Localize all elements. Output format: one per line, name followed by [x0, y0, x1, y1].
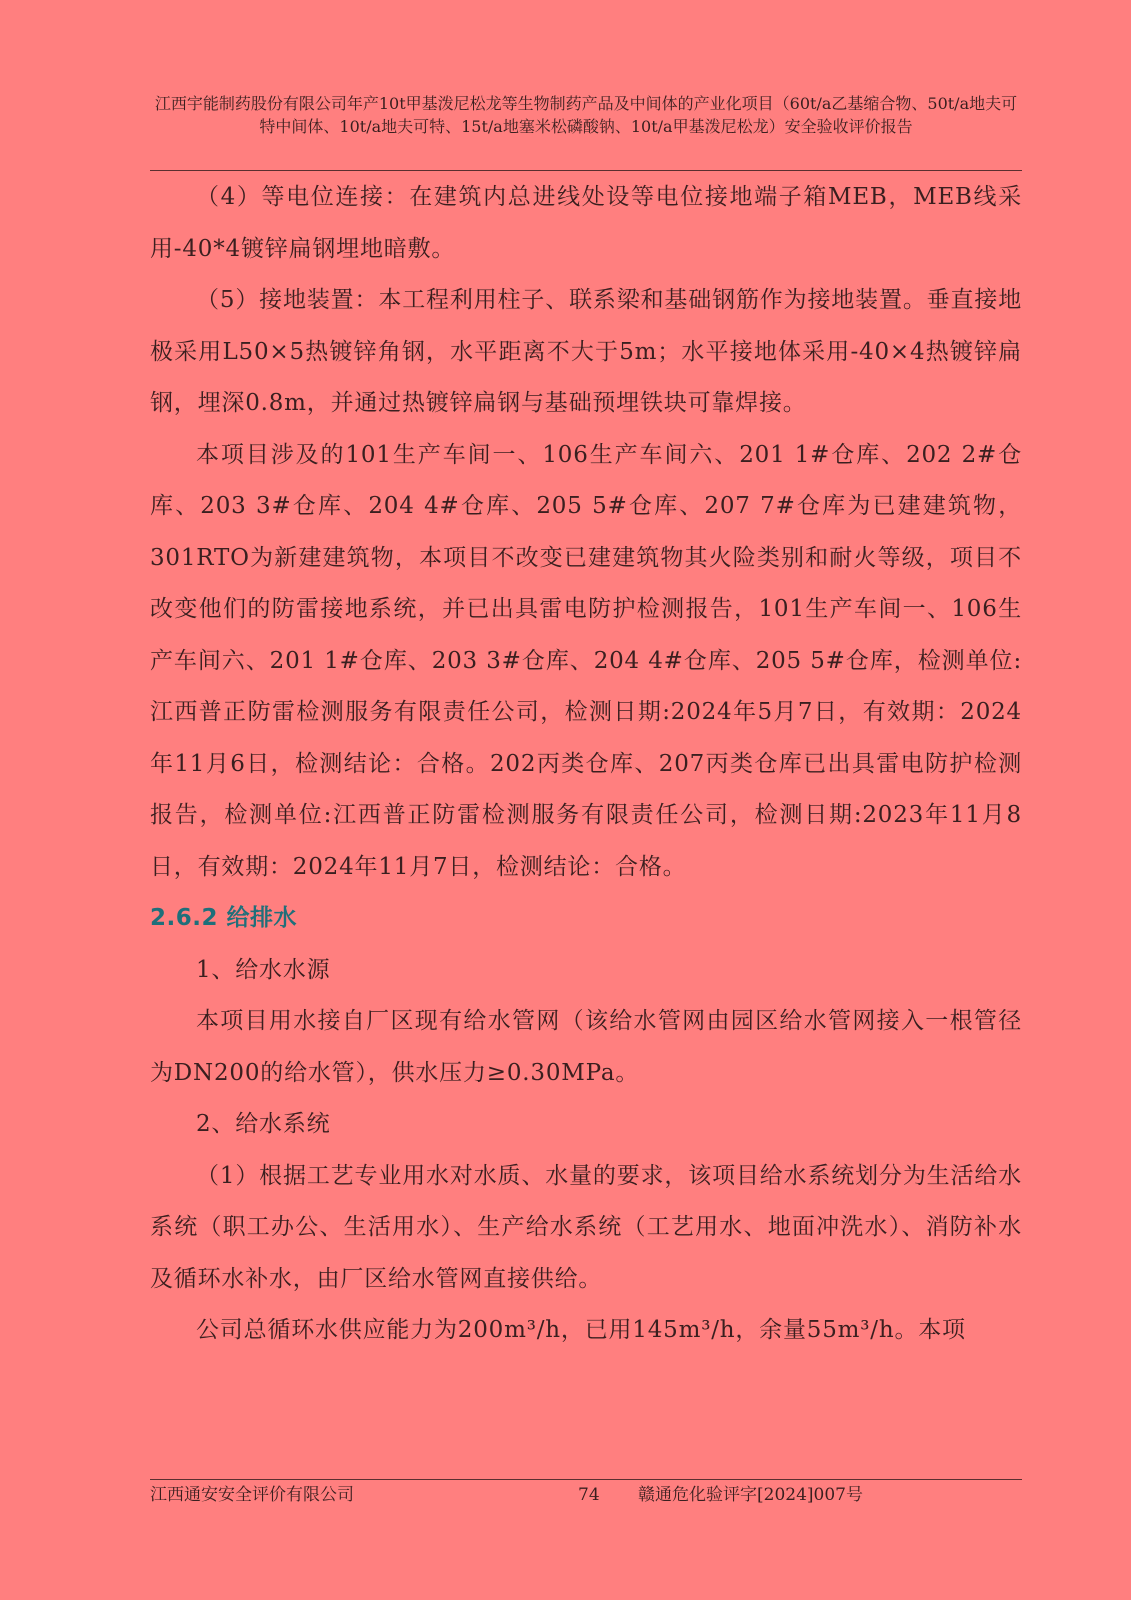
list-item-water-system: 2、给水系统: [196, 1111, 331, 1137]
paragraph-grounding-device: （5）接地装置：本工程利用柱子、联系梁和基础钢筋作为接地装置。垂直接地极采用L50×5热镀锌角钢，水平距离不大于5m；水平接地体采用-40×4热镀锌扁钢，埋深0.8m，并通过热镀锌扁钢与基础预埋铁块可靠焊接。: [150, 287, 1022, 416]
header-divider: [150, 170, 1022, 171]
footer-divider: [150, 1479, 1022, 1480]
paragraph-water-system-division: （1）根据工艺专业用水对水质、水量的要求，该项目给水系统划分为生活给水系统（职工办公、生活用水）、生产给水系统（工艺用水、地面冲洗水）、消防补水及循环水补水，由厂区给水管网直接供给。: [150, 1162, 1022, 1292]
paragraph-circulating-water: 公司总循环水供应能力为200m³/h，已用145m³/h，余量55m³/h。本项: [196, 1317, 966, 1343]
page-number: 74: [578, 1485, 600, 1505]
document-body: [150, 172, 1022, 1357]
document-number: 赣通危化验评字[2024]007号: [638, 1485, 863, 1505]
page-header-title: 江西宇能制药股份有限公司年产10t甲基泼尼松龙等生物制药产品及中间体的产业化项目（60t/a乙基缩合物、50t/a地夫可特中间体、10t/a地夫可特、15t/a地塞米松磷酸钠、10t/a甲基泼尼松龙）安全验收评价报告: [154, 94, 1018, 136]
section-heading-water-supply: 2.6.2 给排水: [150, 905, 297, 931]
paragraph-equipotential-bonding: （4）等电位连接：在建筑内总进线处设等电位接地端子箱MEB，MEB线采用-40*4镀锌扁钢埋地暗敷。: [150, 184, 1022, 262]
paragraph-water-source: 本项目用水接自厂区现有给水管网（该给水管网由园区给水管网接入一根管径为DN200的给水管），供水压力≥0.30MPa。: [150, 1008, 1022, 1086]
footer-company: 江西通安安全评价有限公司: [150, 1485, 354, 1505]
list-item-water-source: 1、给水水源: [196, 956, 331, 983]
paragraph-lightning-protection: 本项目涉及的101生产车间一、106生产车间六、201 1#仓库、202 2#仓库、203 3#仓库、204 4#仓库、205 5#仓库、207 7#仓库为已建建筑物，301RTO为新建建筑物，本项目不改变已建建筑物其火险类别和耐火等级，项目不改变他们的防雷接地系统，并已出具雷电防护检测报告，101生产车间一、106生产车间六、201 1#仓库、203 3#仓库、204 4#仓库、205 5#仓库，检测单位:江西普正防雷检测服务有限责任公司，检测日期:2024年5月7日，有效期：2024年11月6日，检测结论：合格。202丙类仓库、207丙类仓库已出具雷电防护检测报告，检测单位:江西普正防雷检测服务有限责任公司，检测日期:2023年11月8日，有效期：2024年11月7日，检测结论：合格。: [150, 441, 1022, 880]
